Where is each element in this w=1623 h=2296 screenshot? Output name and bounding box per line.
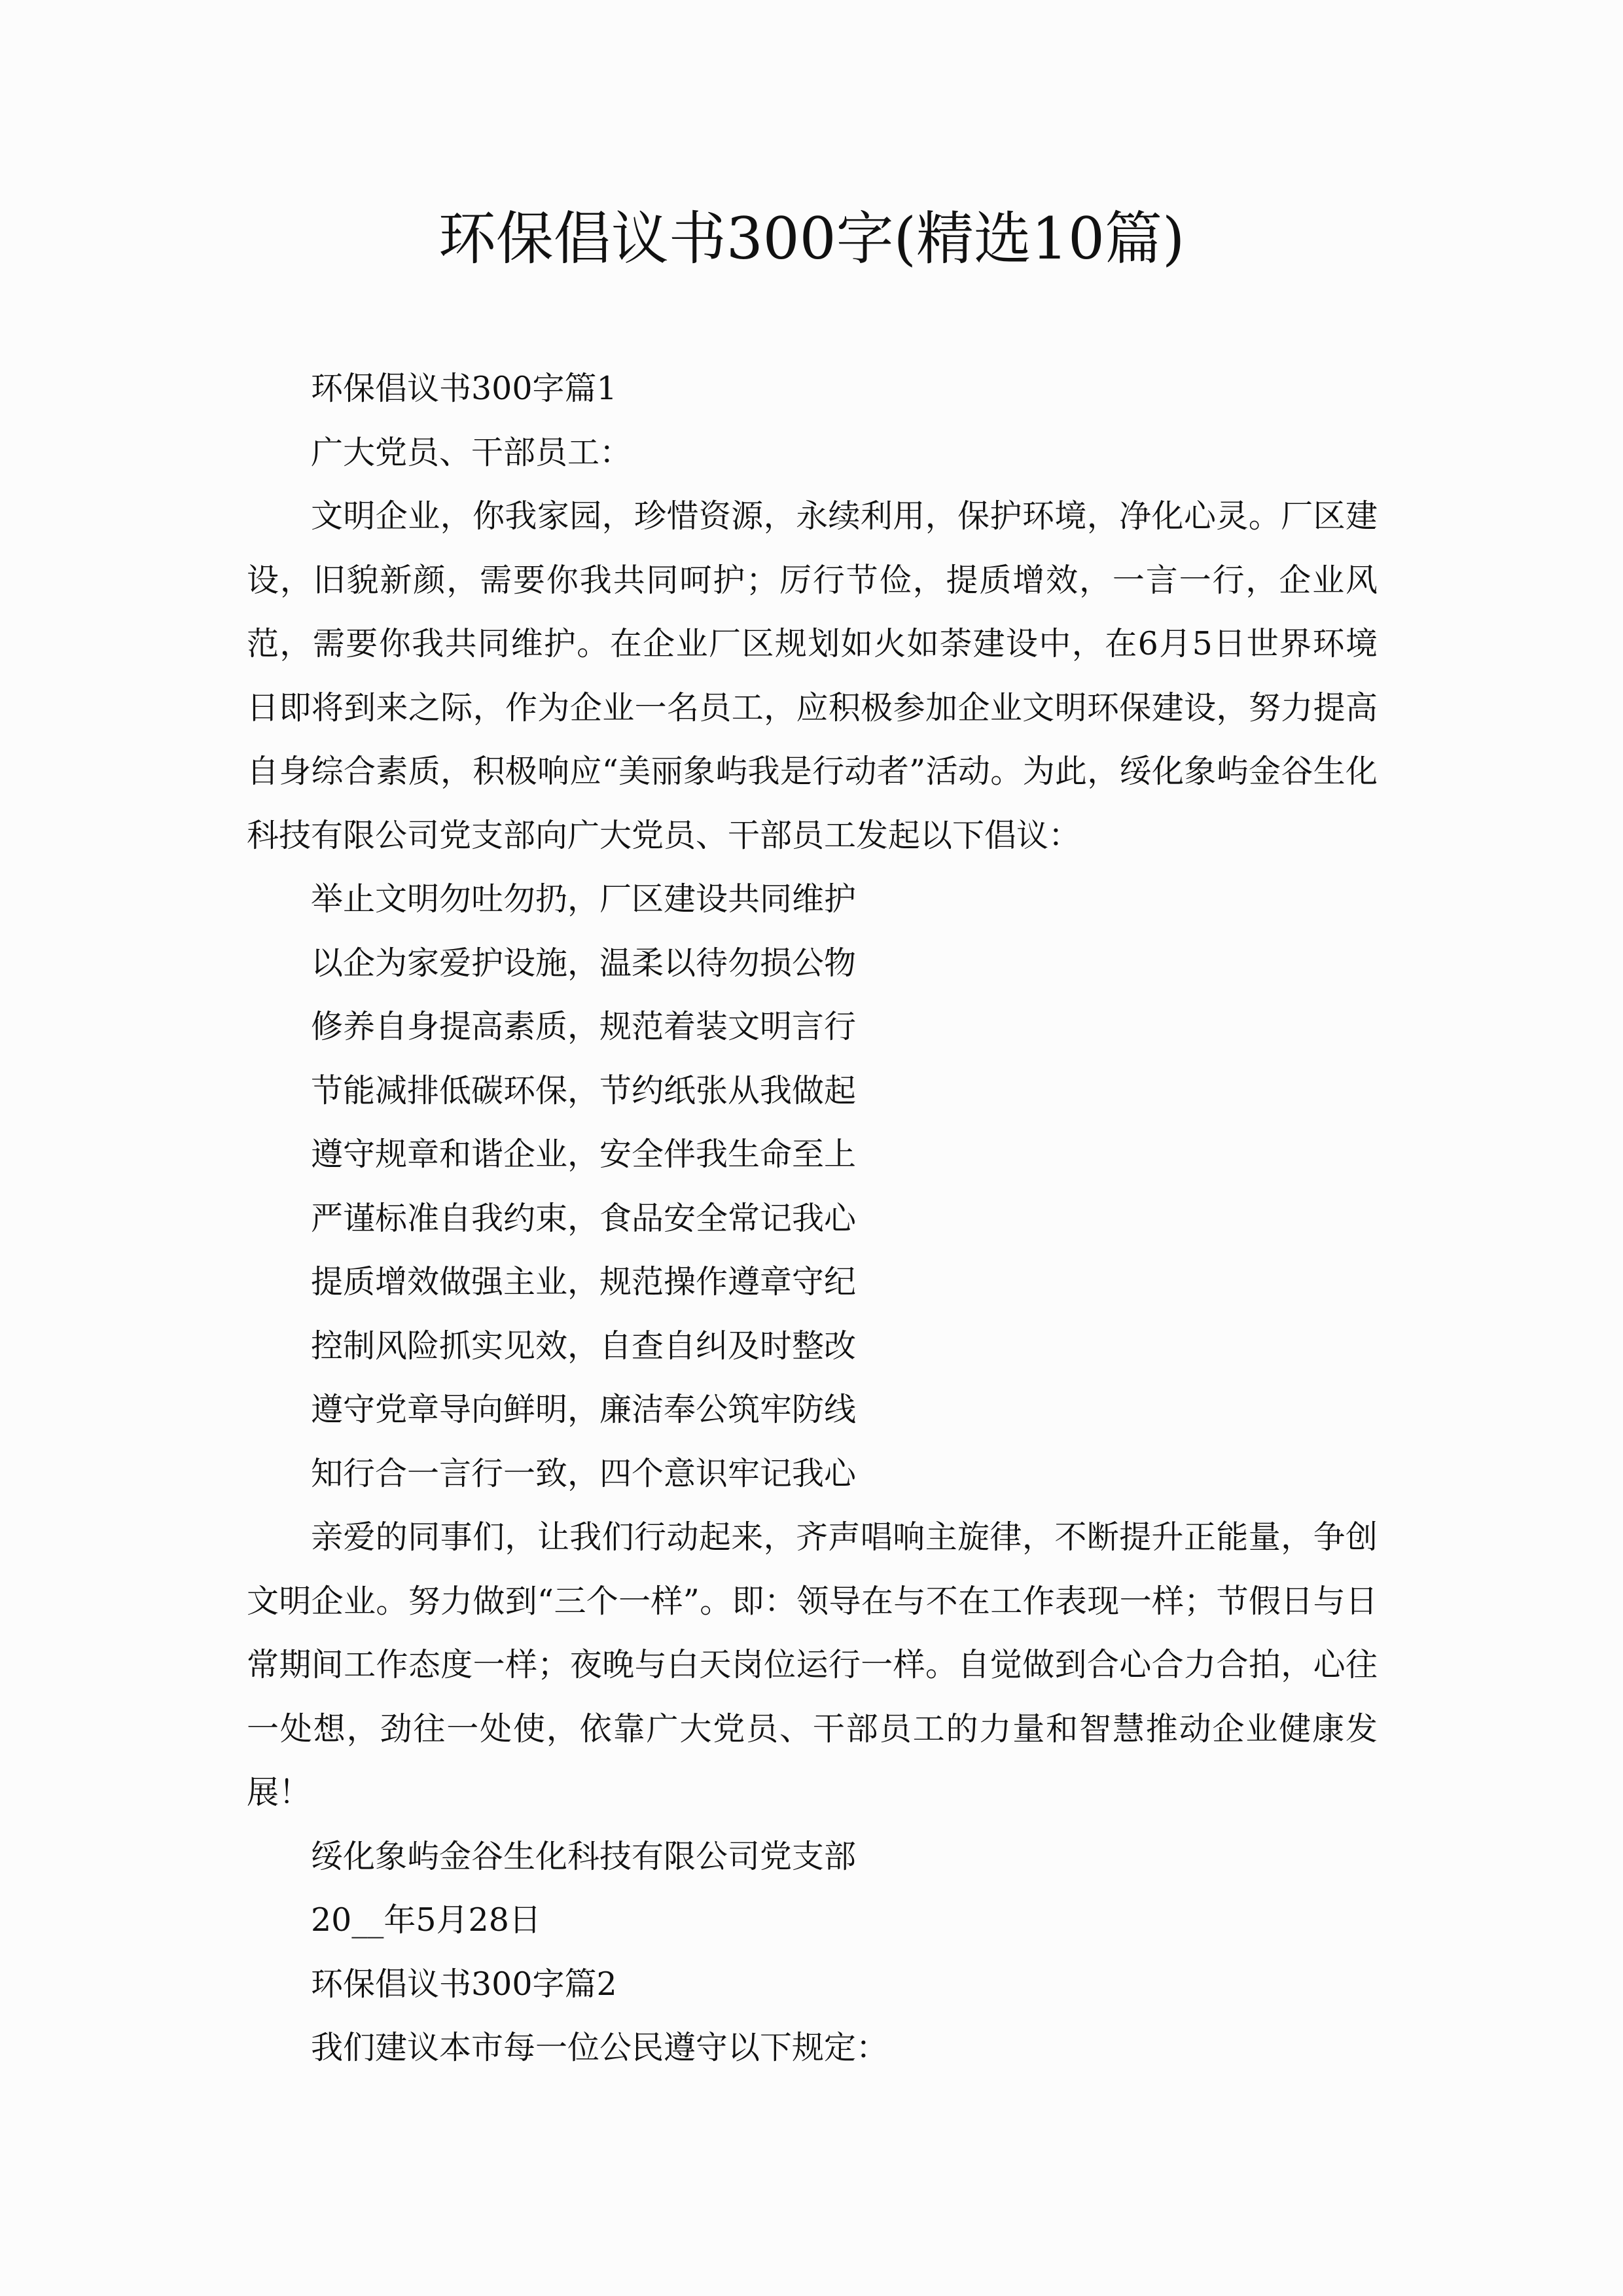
verse-line: 知行合一言行一致，四个意识牢记我心 (311, 1454, 857, 1492)
salutation: 广大党员、干部员工： (311, 433, 632, 471)
verse-line: 修养自身提高素质，规范着装文明言行 (311, 1008, 857, 1045)
section-2-intro: 我们建议本市每一位公民遵守以下规定： (311, 2029, 889, 2066)
verse-line: 遵守党章导向鲜明，廉洁奉公筑牢防线 (311, 1391, 857, 1428)
verse-line: 严谨标准自我约束，食品安全常记我心 (311, 1199, 857, 1237)
verse-line: 控制风险抓实见效，自查自纠及时整改 (311, 1327, 857, 1365)
verse-line: 遵守规章和谐企业，安全伴我生命至上 (311, 1136, 857, 1173)
date: 20__年5月28日 (311, 1901, 541, 1939)
verse-line: 举止文明勿吐勿扔，厂区建设共同维护 (311, 880, 857, 918)
document-title: 环保倡议书300字(精选10篇) (438, 205, 1185, 272)
verse-line: 提质增效做强主业，规范操作遵章守纪 (311, 1263, 857, 1300)
section-heading-1: 环保倡议书300字篇1 (311, 370, 617, 407)
signature: 绥化象屿金谷生化科技有限公司党支部 (311, 1837, 857, 1875)
intro-paragraph: 文明企业，你我家园，珍惜资源，永续利用，保护环境，净化心灵。厂区建设，旧貌新颜，需要你我共同呵护；厉行节俭，提质增效，一言一行，企业风范，需要你我共同维护。在企业厂区规划如火如荼建设中，在6月5日世界环境日即将到来之际，作为企业一名员工，应积极参加企业文明环保建设，努力提高自身综合素质，积极响应“美丽象屿我是行动者”活动。为此，绥化象屿金谷生化科技有限公司党支部向广大党员、干部员工发起以下倡议： (247, 497, 1378, 854)
document-body (247, 357, 1378, 2080)
verse-line: 节能减排低碳环保，节约纸张从我做起 (311, 1071, 857, 1109)
closing-paragraph: 亲爱的同事们，让我们行动起来，齐声唱响主旋律，不断提升正能量，争创文明企业。努力做到“三个一样”。即：领导在与不在工作表现一样；节假日与日常期间工作态度一样；夜晚与白天岗位运行一样。自觉做到合心合力合拍，心往一处想，劲往一处使，依靠广大党员、干部员工的力量和智慧推动企业健康发展！ (247, 1518, 1378, 1811)
verse-line: 以企为家爱护设施，温柔以待勿损公物 (311, 944, 857, 982)
proposal-verse-list (247, 867, 1378, 1505)
section-heading-2: 环保倡议书300字篇2 (311, 1965, 617, 2003)
